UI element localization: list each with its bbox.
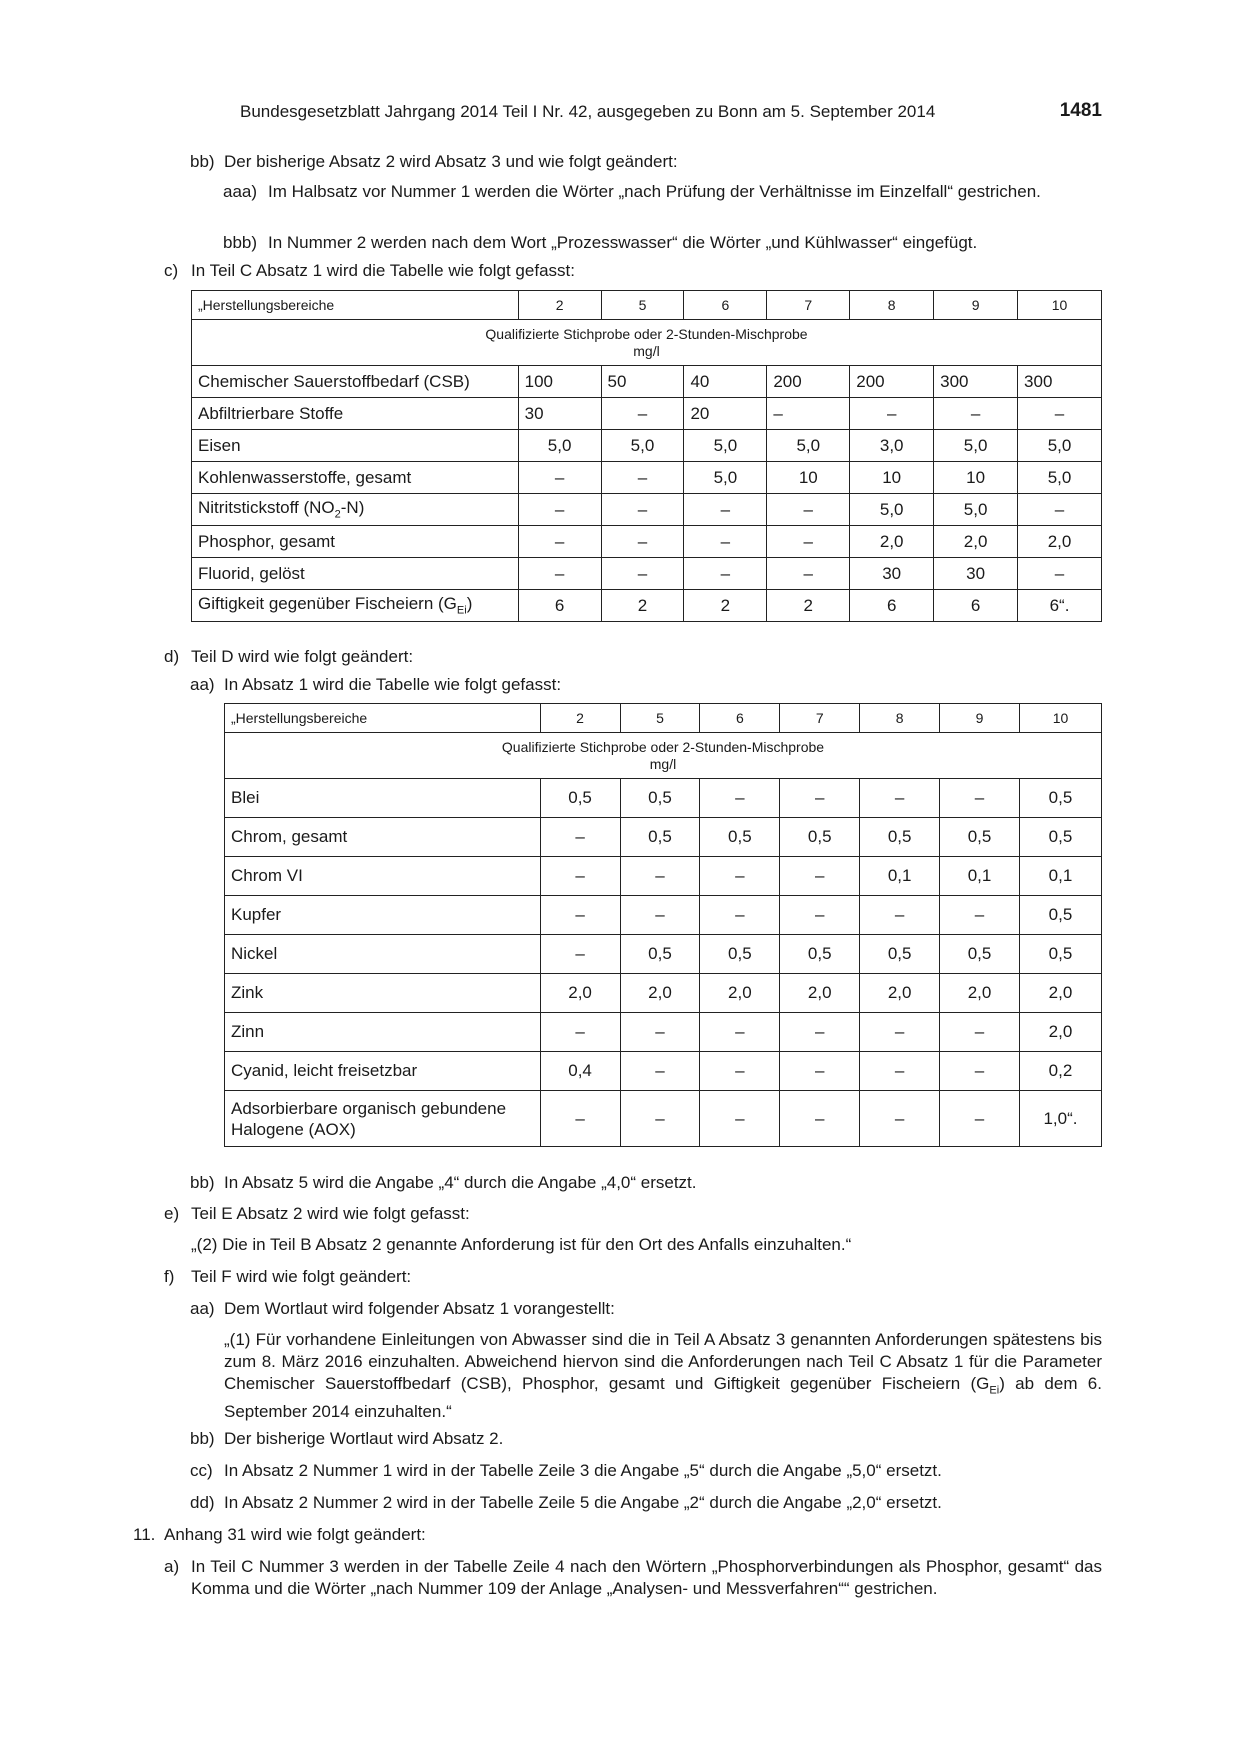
value-cell: – [620, 1013, 700, 1052]
table-row [225, 857, 1102, 896]
table-row [225, 935, 1102, 974]
value-cell: 40 [684, 366, 767, 398]
value-cell: 1,0“. [1019, 1091, 1101, 1147]
item-text: Teil D wird wie folgt geändert: [191, 647, 414, 666]
unit-text: mg/l [633, 342, 660, 359]
sample-type-cell [225, 733, 1102, 779]
quote-text: ) ab dem 6. September 2014 einzuhalten.“ [224, 1374, 1102, 1422]
value-cell: 2,0 [934, 526, 1018, 558]
value-cell: 5,0 [1018, 462, 1102, 494]
value-cell: 2,0 [850, 526, 934, 558]
value-cell: 0,1 [860, 857, 940, 896]
value-cell: – [620, 1052, 700, 1091]
item-label: 11. [133, 1525, 156, 1544]
label-text: Adsorbierbare organisch gebundene [231, 1098, 507, 1118]
item-text: In Absatz 2 Nummer 1 wird in der Tabelle Zeile 3 die Angabe „5“ durch die Angabe „5,0“ ersetzt. [224, 1461, 942, 1480]
item-label: aa) [190, 675, 215, 694]
value-cell: – [601, 558, 684, 590]
value-cell: 0,5 [940, 935, 1020, 974]
value-cell: 0,5 [780, 935, 860, 974]
value-cell: – [700, 1052, 780, 1091]
row-label: Nickel [225, 935, 541, 974]
sample-type-text: Qualifizierte Stichprobe oder 2-Stunden-Mischprobe [501, 738, 825, 755]
table-row [192, 526, 1102, 558]
value-cell: 2,0 [1018, 526, 1102, 558]
value-cell: 5,0 [934, 430, 1018, 462]
value-cell: – [601, 462, 684, 494]
value-cell: 2,0 [1019, 974, 1101, 1013]
item-text: In Teil C Nummer 3 werden in der Tabelle Zeile 4 nach den Wörtern „Phosphorverbindungen als Phosphor, gesamt“ das Komma und die Wörter „nach Nummer 109 der Anlage „Analysen- und Messverfahren““ gestrichen. [191, 1557, 1102, 1598]
label-text: Nitritstickstoff (NO [198, 498, 335, 518]
header-cell: 9 [940, 704, 1020, 733]
row-label: Zink [225, 974, 541, 1013]
value-cell: – [780, 779, 860, 818]
value-cell: 0,5 [540, 779, 620, 818]
value-cell: – [780, 1013, 860, 1052]
quote-text: „(1) Für vorhandene Einleitungen von Abwasser sind die in Teil A Absatz 3 genannten Anforderungen spätestens bis zum 8. März 2016 einzuhalten. Abweichend hiervon sind die Anforderungen nach Teil C Absatz 1 für die Parameter Chemischer Sauerstoffbedarf (CSB), Phosphor, gesamt und Giftigkeit gegenüber Fischeiern (G [224, 1330, 1102, 1393]
header-cell: 8 [860, 704, 940, 733]
header-cell: 5 [620, 704, 700, 733]
sample-type-text: Qualifizierte Stichprobe oder 2-Stunden-Mischprobe [485, 325, 808, 342]
header-cell: 8 [850, 291, 934, 320]
table-row [192, 462, 1102, 494]
value-cell: – [540, 818, 620, 857]
value-cell: 10 [850, 462, 934, 494]
table-row [225, 1013, 1102, 1052]
header-cell: „Herstellungsbereiche [192, 291, 519, 320]
value-cell: 50 [601, 366, 684, 398]
value-cell: – [940, 779, 1020, 818]
header-cell: 7 [780, 704, 860, 733]
item-text: Anhang 31 wird wie folgt geändert: [164, 1525, 426, 1544]
value-cell: 2,0 [940, 974, 1020, 1013]
table-row [192, 398, 1102, 430]
row-label: Kupfer [225, 896, 541, 935]
label-text: Giftigkeit gegenüber Fischeiern (G [198, 594, 457, 614]
row-label: Chrom, gesamt [225, 818, 541, 857]
row-label: Abfiltrierbare Stoffe [192, 398, 519, 430]
value-cell: 2,0 [1019, 1013, 1101, 1052]
unit-text: mg/l [649, 755, 677, 772]
value-cell: 0,1 [940, 857, 1020, 896]
header-cell: 6 [684, 291, 767, 320]
value-cell: 6 [850, 590, 934, 622]
value-cell: 200 [850, 366, 934, 398]
item-text: In Absatz 5 wird die Angabe „4“ durch die Angabe „4,0“ ersetzt. [224, 1173, 697, 1192]
value-cell: – [620, 896, 700, 935]
table-span-row [225, 733, 1102, 779]
value-cell: 300 [1018, 366, 1102, 398]
value-cell: – [767, 526, 850, 558]
row-label [225, 1091, 541, 1147]
table-header-row [192, 291, 1102, 320]
value-cell: 5,0 [850, 494, 934, 526]
table-row [192, 590, 1102, 622]
value-cell: – [601, 398, 684, 430]
value-cell: – [540, 1013, 620, 1052]
value-cell: – [700, 896, 780, 935]
subscript: Ei [456, 604, 467, 617]
value-cell: 0,5 [620, 935, 700, 974]
value-cell: 6 [518, 590, 601, 622]
table-row [192, 494, 1102, 526]
value-cell: 2,0 [700, 974, 780, 1013]
label-text: Halogene (AOX) [231, 1119, 356, 1139]
value-cell: 3,0 [850, 430, 934, 462]
value-cell: 10 [767, 462, 850, 494]
item-label: bb) [190, 1429, 215, 1448]
item-text: Teil E Absatz 2 wird wie folgt gefasst: [191, 1204, 470, 1223]
table-row [225, 779, 1102, 818]
table-row [192, 558, 1102, 590]
value-cell: 0,1 [1019, 857, 1101, 896]
value-cell: – [620, 857, 700, 896]
value-cell: 5,0 [684, 430, 767, 462]
item-label: dd) [190, 1493, 215, 1512]
value-cell: – [1018, 558, 1102, 590]
value-cell: 300 [934, 366, 1018, 398]
table-teil-c [191, 290, 1102, 622]
row-label: Chrom VI [225, 857, 541, 896]
value-cell: 0,5 [620, 818, 700, 857]
item-label: c) [164, 261, 179, 280]
table-row [192, 430, 1102, 462]
header-cell: 2 [518, 291, 601, 320]
row-label: Fluorid, gelöst [192, 558, 519, 590]
value-cell: – [684, 494, 767, 526]
value-cell: 2 [767, 590, 850, 622]
value-cell: 0,5 [620, 779, 700, 818]
value-cell: – [940, 896, 1020, 935]
value-cell: 5,0 [518, 430, 601, 462]
value-cell: – [940, 1052, 1020, 1091]
label-text: -N) [340, 498, 365, 518]
value-cell: 5,0 [1018, 430, 1102, 462]
value-cell: 0,5 [1019, 779, 1101, 818]
item-label: aa) [190, 1299, 215, 1318]
value-cell: – [700, 779, 780, 818]
value-cell: – [767, 494, 850, 526]
value-cell: 10 [934, 462, 1018, 494]
value-cell: 0,5 [860, 818, 940, 857]
value-cell: – [540, 935, 620, 974]
item-label: e) [164, 1204, 180, 1223]
value-cell: 30 [518, 398, 601, 430]
header-cell: „Herstellungsbereiche [225, 704, 541, 733]
value-cell: 6 [934, 590, 1018, 622]
value-cell: – [780, 857, 860, 896]
value-cell: – [767, 398, 850, 430]
table-row [225, 1091, 1102, 1147]
row-label [192, 590, 519, 622]
sample-type-cell [192, 320, 1102, 366]
value-cell: 0,5 [940, 818, 1020, 857]
value-cell: – [540, 896, 620, 935]
row-label: Cyanid, leicht freisetzbar [225, 1052, 541, 1091]
item-label: bb) [190, 1173, 215, 1192]
item-label: cc) [190, 1461, 213, 1480]
subscript: Ei [989, 1384, 1000, 1397]
row-label: Eisen [192, 430, 519, 462]
quote-paragraph [224, 1329, 1102, 1423]
value-cell: 0,5 [860, 935, 940, 974]
quote-text: „(2) Die in Teil B Absatz 2 genannte Anforderung ist für den Ort des Anfalls einzuhalten.“ [191, 1235, 852, 1254]
value-cell: – [700, 1091, 780, 1147]
table-row [192, 366, 1102, 398]
value-cell: – [767, 558, 850, 590]
value-cell: 200 [767, 366, 850, 398]
header-cell: 5 [601, 291, 684, 320]
value-cell: 0,5 [1019, 818, 1101, 857]
subscript: 2 [334, 508, 341, 521]
value-cell: – [860, 1052, 940, 1091]
table-row [225, 1052, 1102, 1091]
value-cell: 2,0 [780, 974, 860, 1013]
value-cell: – [518, 494, 601, 526]
value-cell: 2 [601, 590, 684, 622]
value-cell: 0,2 [1019, 1052, 1101, 1091]
row-label: Kohlenwasserstoffe, gesamt [192, 462, 519, 494]
header-cell: 2 [540, 704, 620, 733]
gazette-title: Bundesgesetzblatt Jahrgang 2014 Teil I Nr. 42, ausgegeben zu Bonn am 5. September 2014 [240, 102, 936, 121]
value-cell: 0,5 [1019, 935, 1101, 974]
table-row [225, 896, 1102, 935]
value-cell: 6“. [1018, 590, 1102, 622]
value-cell: – [540, 1091, 620, 1147]
value-cell: 2,0 [620, 974, 700, 1013]
value-cell: 0,5 [1019, 896, 1101, 935]
value-cell: 30 [850, 558, 934, 590]
item-label: a) [164, 1557, 180, 1576]
header-cell: 6 [700, 704, 780, 733]
value-cell: 0,5 [780, 818, 860, 857]
table-row [225, 974, 1102, 1013]
header-cell: 7 [767, 291, 850, 320]
value-cell: – [601, 494, 684, 526]
value-cell: – [684, 558, 767, 590]
table-span-row [192, 320, 1102, 366]
value-cell: 2,0 [860, 974, 940, 1013]
value-cell: – [940, 1091, 1020, 1147]
value-cell: 5,0 [934, 494, 1018, 526]
page-number: 1481 [1059, 100, 1102, 121]
table-row [225, 818, 1102, 857]
value-cell: – [934, 398, 1018, 430]
header-cell: 10 [1018, 291, 1102, 320]
item-label: bbb) [223, 233, 258, 252]
value-cell: – [780, 1052, 860, 1091]
item-text: In Teil C Absatz 1 wird die Tabelle wie folgt gefasst: [191, 261, 575, 280]
table-teil-d [224, 703, 1102, 1147]
value-cell: – [1018, 398, 1102, 430]
value-cell: – [780, 1091, 860, 1147]
row-label: Blei [225, 779, 541, 818]
item-text: Der bisherige Absatz 2 wird Absatz 3 und wie folgt geändert: [224, 152, 678, 171]
value-cell: – [860, 1013, 940, 1052]
value-cell: 2,0 [540, 974, 620, 1013]
value-cell: – [700, 1013, 780, 1052]
value-cell: 5,0 [684, 462, 767, 494]
row-label: Phosphor, gesamt [192, 526, 519, 558]
value-cell: 30 [934, 558, 1018, 590]
page-header [240, 100, 1102, 126]
value-cell: – [860, 779, 940, 818]
item-text: Dem Wortlaut wird folgender Absatz 1 vorangestellt: [224, 1299, 615, 1318]
value-cell: 2 [684, 590, 767, 622]
value-cell: – [1018, 494, 1102, 526]
value-cell: 0,5 [700, 818, 780, 857]
row-label [192, 494, 519, 526]
value-cell: – [684, 526, 767, 558]
value-cell: – [700, 857, 780, 896]
item-label: f) [164, 1267, 175, 1286]
label-text: ) [466, 594, 473, 614]
value-cell: 5,0 [601, 430, 684, 462]
value-cell: – [601, 526, 684, 558]
item-label: d) [164, 647, 180, 666]
value-cell: 0,4 [540, 1052, 620, 1091]
item-text: In Absatz 1 wird die Tabelle wie folgt gefasst: [224, 675, 562, 694]
value-cell: 20 [684, 398, 767, 430]
header-cell: 10 [1019, 704, 1101, 733]
item-text: Der bisherige Wortlaut wird Absatz 2. [224, 1429, 504, 1448]
item-label: bb) [190, 152, 215, 171]
table-header-row [225, 704, 1102, 733]
item-label: aaa) [223, 182, 258, 201]
value-cell: – [860, 1091, 940, 1147]
row-label: Chemischer Sauerstoffbedarf (CSB) [192, 366, 519, 398]
value-cell: – [860, 896, 940, 935]
header-cell: 9 [934, 291, 1018, 320]
value-cell: – [850, 398, 934, 430]
value-cell: – [620, 1091, 700, 1147]
value-cell: – [518, 558, 601, 590]
item-text: Im Halbsatz vor Nummer 1 werden die Wörter „nach Prüfung der Verhältnisse im Einzelfall“ gestrichen. [268, 182, 1041, 201]
value-cell: – [940, 1013, 1020, 1052]
value-cell: 5,0 [767, 430, 850, 462]
item-text: In Nummer 2 werden nach dem Wort „Prozesswasser“ die Wörter „und Kühlwasser“ eingefügt. [268, 233, 978, 252]
value-cell: – [780, 896, 860, 935]
value-cell: 100 [518, 366, 601, 398]
item-text: Teil F wird wie folgt geändert: [191, 1267, 412, 1286]
value-cell: – [518, 526, 601, 558]
value-cell: – [518, 462, 601, 494]
value-cell: 0,5 [700, 935, 780, 974]
item-text: In Absatz 2 Nummer 2 wird in der Tabelle Zeile 5 die Angabe „2“ durch die Angabe „2,0“ ersetzt. [224, 1493, 942, 1512]
value-cell: – [540, 857, 620, 896]
row-label: Zinn [225, 1013, 541, 1052]
